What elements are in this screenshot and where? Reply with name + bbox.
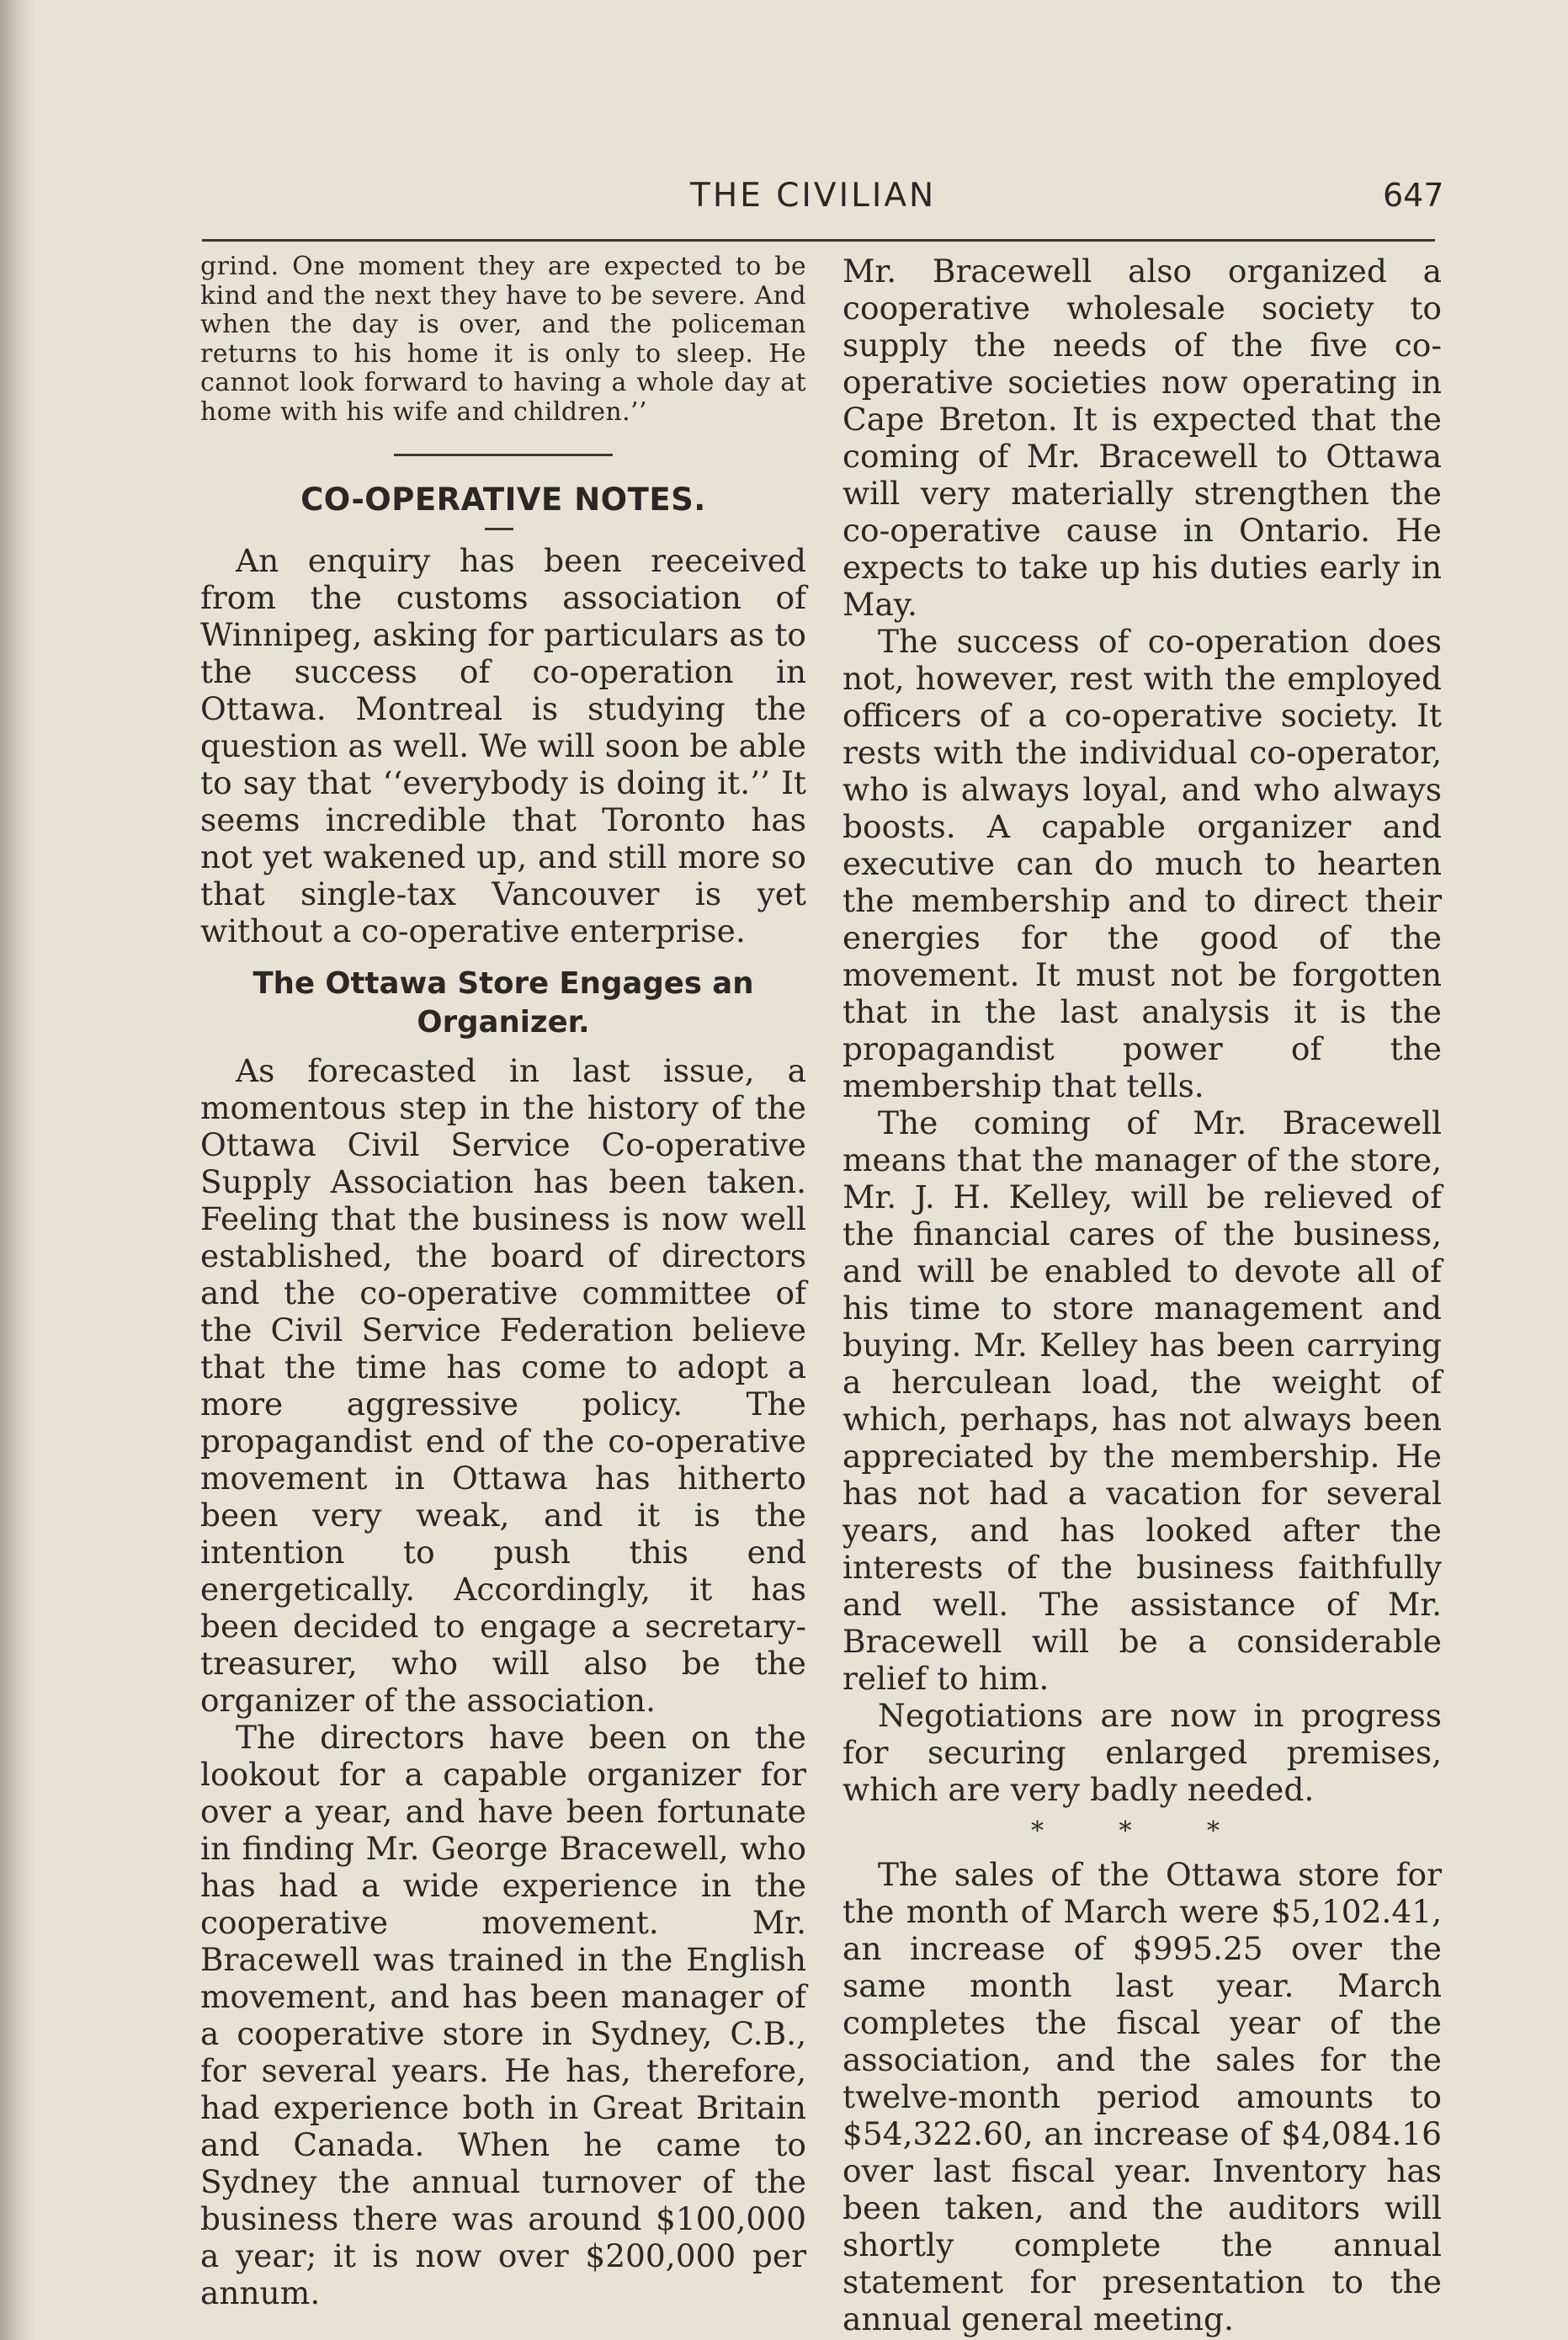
article-subheading: The Ottawa Store Engages an Organizer. xyxy=(252,966,754,1040)
page-binding-edge xyxy=(0,0,35,2340)
page-number: 647 xyxy=(1383,177,1444,214)
heading-dash xyxy=(485,528,513,530)
right-column xyxy=(842,253,1442,2337)
left-column xyxy=(200,252,806,2311)
article-paragraph: The coming of Mr. Bracewell means that the manager of the store, Mr. J. H. Kelley, will be relieved of the financial cares of the business, and will be enabled to devote all of his time to store management and buying. Mr. Kelley has been carrying a herculean load, the weight of which, perhaps, has not always been appreciated by the membership. He has not had a vacation for several years, and has looked after the interests of the business faithfully and well. The assistance of Mr. Bracewell will be a considerable relief to him. xyxy=(842,1104,1442,1697)
article-paragraph: The success of co-operation does not, however, rest with the employed officers of a co-operative society. It rests with the individual co-operator, who is always loyal, and who always boosts. A capable organizer and executive can do much to hearten the membership and to direct their energies for the good of the movement. It must not be forgotten that in the last analysis it is the propagandist power of the membership that tells. xyxy=(842,623,1442,1104)
section-separator: * * * xyxy=(1030,1816,1254,1846)
header-rule xyxy=(202,239,1435,242)
article-paragraph: The directors have been on the lookout for a capable organizer for over a year, and have been fortunate in finding Mr. George Bracewell, who has had a wide experience in the cooperative movement. Mr. Bracewell was trained in the English movement, and has been manager of a cooperative store in Sydney, C.B., for several years. He has, therefore, had experience both in Great Britain and Canada. When he came to Sydney the annual turnover of the business there was around $100,000 a year; it is now over $200,000 per annum. xyxy=(200,1719,806,2311)
article-paragraph: Negotiations are now in progress for securing enlarged premises, which are very badly needed. xyxy=(842,1697,1442,1808)
intro-paragraph: grind. One moment they are expected to be kind and the next they have to be severe. And when the day is over, and the policeman returns to his home it is only to sleep. He cannot look forward to having a whole day at home with his wife and children.’’ xyxy=(200,252,806,427)
section-heading: CO-OPERATIVE NOTES. xyxy=(300,481,706,518)
section-divider xyxy=(394,454,613,456)
article-paragraph: As forecasted in last issue, a momentous step in the history of the Ottawa Civil Service Co-operative Supply Association has been taken. Feeling that the business is now well established, the board of directors and the co-operative committee of the Civil Service Federation believe that the time has come to adopt a more aggressive policy. The propagandist end of the co-operative movement in Ottawa has hitherto been very weak, and it is the intention to push this end energetically. Accordingly, it has been decided to engage a secretary-treasurer, who will also be the organizer of the association. xyxy=(200,1052,806,1719)
running-head-title: THE CIVILIAN xyxy=(690,177,937,215)
article-paragraph: An enquiry has been reeceived from the customs association of Winnipeg, asking for particulars as to the success of co-operation in Ottawa. Montreal is studying the question as well. We will soon be able to say that ‘‘everybody is doing it.’’ It seems incredible that Toronto has not yet wakened up, and still more so that single-tax Vancouver is yet without a co-operative enterprise. xyxy=(200,542,806,949)
article-paragraph: Mr. Bracewell also organized a cooperative wholesale society to supply the needs of the five co-operative societies now operating in Cape Breton. It is expected that the coming of Mr. Bracewell to Ottawa will very materially strengthen the co-operative cause in Ontario. He expects to take up his duties early in May. xyxy=(842,253,1442,623)
article-paragraph: The sales of the Ottawa store for the month of March were $5,102.41, an increase of $995.25 over the same month last year. March completes the fiscal year of the association, and the sales for the twelve-month period amounts to $54,322.60, an increase of $4,084.16 over last fiscal year. Inventory has been taken, and the auditors will shortly complete the annual statement for presentation to the annual general meeting. xyxy=(842,1856,1442,2337)
